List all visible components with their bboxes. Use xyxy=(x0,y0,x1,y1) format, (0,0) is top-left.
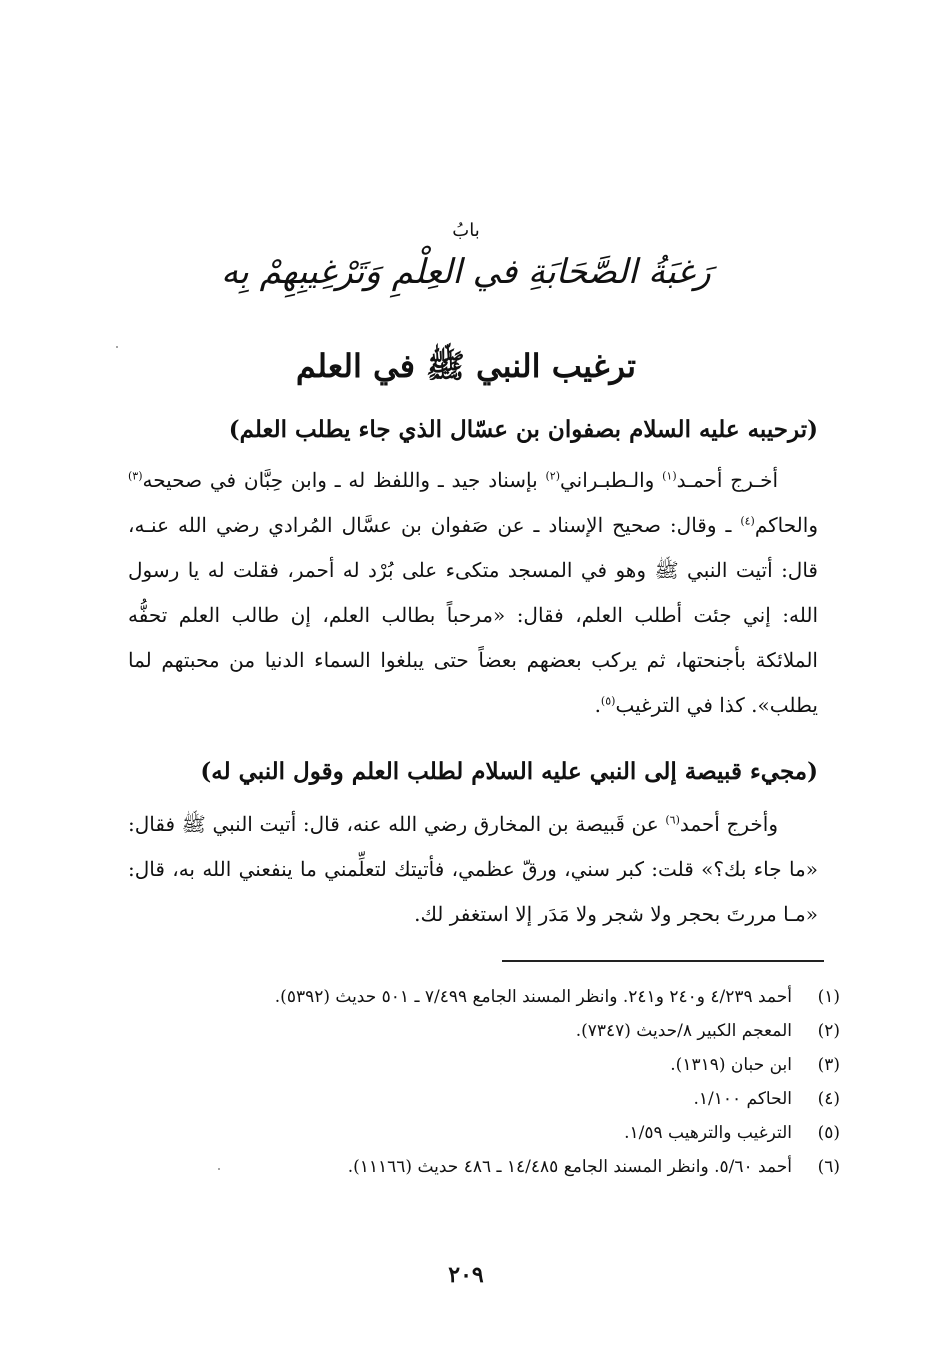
footnote-divider xyxy=(502,960,824,962)
paragraph-text-run: أخـرج أحمـد xyxy=(676,468,779,492)
footnote-item xyxy=(128,1116,840,1150)
chapter-title: رَغبَةُ الصَّحَابَةِ في العِلْمِ وَتَرْغِيبِهِمْ بِه xyxy=(221,252,711,292)
page-number: ٢٠٩ xyxy=(448,1262,484,1288)
footnote-text: ابن حبان (١٣١٩). xyxy=(670,1055,792,1075)
footnote-item xyxy=(128,1150,840,1184)
footnote-number: (٤) xyxy=(817,1089,840,1109)
footnote-number: (٥) xyxy=(817,1123,840,1143)
footnote-text: أحمد ٤/٢٣٩ و٢٤٠ و٢٤١. وانظر المسند الجامع ٧/٤٩٩ ـ ٥٠١ حديث (٥٣٩٢). xyxy=(274,987,792,1007)
chapter-label: بابُ xyxy=(452,220,480,241)
footnote-number: (٢) xyxy=(817,1021,840,1041)
footnote-number: (٣) xyxy=(817,1055,840,1075)
footnote-text: الحاكم ١/١٠٠. xyxy=(693,1089,792,1109)
footnote-text: أحمد ٥/٦٠. وانظر المسند الجامع ١٤/٤٨٥ ـ ٤٨٦ حديث (١١١٦٦). xyxy=(347,1157,792,1177)
subheading-qabisa: (مجيء قبيصة إلى النبي عليه السلام لطلب العلم وقول النبي له) xyxy=(200,758,818,785)
paragraph-text-run: . xyxy=(594,693,601,717)
section-title: ترغيب النبي ﷺ في العلم xyxy=(295,347,637,385)
paragraph-text-run: والـطبـراني xyxy=(560,468,663,492)
paragraph-text-run: عن قَبيصة بن المخارق رضي الله عنه، قال: أتيت النبي ﷺ فقال: «ما جاء بك؟» قلت: كبر سني، ورقّ عظمي، فأتيتك لتعلِّمني ما ينفعني الله به، قال: «مـا مررتَ بحجر ولا شجر ولا مَدَر إلا استغفر لك. xyxy=(128,812,818,926)
footnote-marker[interactable]: (٣) xyxy=(128,469,143,483)
footnote-item xyxy=(128,1082,840,1116)
footnote-item xyxy=(128,1014,840,1048)
footnote-marker[interactable]: (١) xyxy=(662,469,677,483)
footnote-number: (٦) xyxy=(817,1157,840,1177)
footnote-marker[interactable]: (٢) xyxy=(545,469,561,483)
paragraph-text-run: بإسناد جيد ـ واللفظ له ـ وابن حِبَّان في صحيحه xyxy=(142,468,546,492)
subheading-safwan: (ترحيبه عليه السلام بصفوان بن عسّال الذي جاء يطلب العلم) xyxy=(228,416,818,443)
scan-speck xyxy=(218,1168,220,1170)
paragraph-text-run: وأخرج أحمد xyxy=(679,812,778,836)
footnote-item xyxy=(128,1048,840,1082)
paragraph-qabisa xyxy=(128,802,818,937)
footnote-marker[interactable]: (٥) xyxy=(600,694,616,708)
footnote-marker[interactable]: (٦) xyxy=(665,813,680,827)
paragraph-text-run: ـ وقال: صحيح الإسناد ـ عن صَفوان بن عسَّال المُرادي رضي الله عنـه، قال: أتيت النبي ﷺ وهو في المسجد متكىء على بُرْد له أحمر، فقلت له يا رسول الله: إني جئت أطلب العلم، فقال: «مرحباً بطالب العلم، إن طالب العلم تحفُّه الملائكة بأجنحتها، ثم يركب بعضهم بعضاً حتى يبلغوا السماء الدنيا من محبتهم لما يطلب». كذا في الترغيب xyxy=(128,513,818,717)
scan-speck xyxy=(116,346,118,348)
paragraph-text-run: والحاكم xyxy=(754,513,818,537)
footnote-text: الترغيب والترهيب ١/٥٩. xyxy=(624,1123,792,1143)
paragraph-safwan xyxy=(128,458,818,728)
footnote-number: (١) xyxy=(817,987,840,1007)
footnote-text: المعجم الكبير ٨/حديث (٧٣٤٧). xyxy=(575,1021,792,1041)
footnote-marker[interactable]: (٤) xyxy=(740,514,755,528)
footnote-item xyxy=(128,980,840,1014)
footnotes-list xyxy=(128,980,840,1184)
